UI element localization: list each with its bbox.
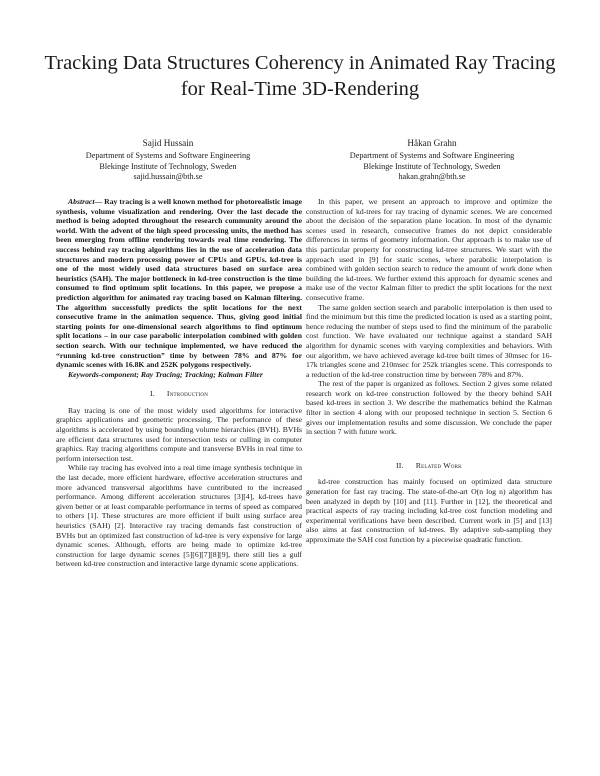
left-column <box>56 197 302 569</box>
intro-paragraph: Ray tracing is one of the most widely used algorithms for interactive graphics applications and geometric processing. The performance of these algorithms is accelerated by using bounding volume hierarchies (BVH). BVHs are efficient data structures used for intersection tests or culling in computer graphics. Ray tracing algorithms compute and transverse BVHs in real time to perform intersection test. <box>56 405 302 463</box>
section-number: I. <box>149 389 155 399</box>
author-block-2 <box>312 138 552 183</box>
body-paragraph: In this paper, we present an approach to improve and optimize the construction of kd-trees for ray tracing of dynamic scenes. We are concerned about the decision of the separation plane location. In most of the dynamic scenes used in research, consecutive frames do not depict considerable differences in terms of geometry information. Our approach is to make use of this particular property for constructing kd-tree structures. We start with the approach used in [9] for static scenes, where parabolic interpolation is combined with golden section search to reduce the amount of work done when building the kd-trees. We further extend this approach for dynamic scenes and make use of the vector Kalman filter to predict the split locations for the next consecutive frame. <box>306 197 552 302</box>
section-number: II. <box>396 460 404 470</box>
section-title: Introduction <box>166 389 209 399</box>
author-department: Department of Systems and Software Engineering <box>349 151 515 161</box>
author-block-1 <box>48 138 288 183</box>
body-paragraph: The rest of the paper is organized as follows. Section 2 gives some related research work on kd-tree construction followed by the theory behind SAH based kd-trees in section 3. We describe the mathematics behind the Kalman filter in section 4 along with our proposed technique in section 5. Section 6 gives our implementation results and some discussion. We conclude the paper in section 7 with future work. <box>306 379 552 437</box>
abstract <box>56 197 302 370</box>
author-name: Sajid Hussain <box>142 138 194 148</box>
abstract-lead: Abstract <box>68 197 95 206</box>
author-department: Department of Systems and Software Engineering <box>85 151 251 161</box>
section-heading <box>306 461 552 471</box>
right-column <box>306 197 552 545</box>
author-institute: Blekinge Institute of Technology, Sweden <box>99 161 237 171</box>
author-name: Håkan Grahn <box>407 138 457 148</box>
keywords: Keywords-component; Ray Tracing; Tracking; Kalman Filter <box>68 369 263 379</box>
author-email: sajid.hussain@bth.se <box>133 172 203 182</box>
body-paragraph: The same golden section search and parabolic interpolation is then used to find the minimum but this time the predicted location is used as a starting point, hence reducing the number of steps used to find the minimum of the parabolic cost function. We have evaluated our technique against a standard SAH algorithm for dynamic scenes with varying complexities and behaviors. With our algorithm, we have achieved average kd-tree built times of 30msec for 16-17k triangles scene and 210msec for 252k triangles scene. This corresponds to a reduction of the kd-tree construction time by between 78% and 87%. <box>306 302 552 379</box>
section-heading <box>56 389 302 399</box>
related-paragraph: kd-tree construction has mainly focused on optimized data structure generation for fast ray tracing. The state-of-the-art O(n log n) algorithm has been analyzed in depth by [10] and [11]. Further in [12], the theoretical and practical aspects of ray tracing including kd-tree cost function modeling and experimental verifications have been described. Current work in [5] and [13] also aims at fast construction of kd-trees. By adaptive sub-sampling they approximate the SAH cost function by a piecewise quadratic function. <box>306 477 552 544</box>
author-institute: Blekinge Institute of Technology, Sweden <box>363 161 501 171</box>
spacer <box>306 437 552 451</box>
author-email: hakan.grahn@bth.se <box>398 172 466 182</box>
intro-paragraph: While ray tracing has evolved into a real time image synthesis technique in the last decade, more efficient hardware, effective acceleration structures and more advanced transversal algorithms have contributed to the increased performance. Among different acceleration structures [3][4], kd-trees have given better or at least comparable performance in terms of speed as compared to others [1]. These structures are more efficient if built using surface area heuristics (SAH) [2]. Interactive ray tracing demands fast construction of BVHs but an optimized fast construction of kd-tree is very expensive for large dynamic scenes. Although, efforts are being made to optimize kd-tree construction for large dynamic scenes [5][6][7][8][9], there still lies a gulf between kd-tree construction and interactive large dynamic scene applications. <box>56 463 302 569</box>
section-title: Related Work <box>415 460 462 470</box>
abstract-text: — Ray tracing is a well known method for photorealistic image synthesis, volume visualization and rendering. Over the last decade the method is being adopted throughout the research community around the world. With the advent of the high speed processing units, the method has been emerging from offline rendering towards real time rendering. The success behind ray tracing algorithms lies in the use of acceleration data structures and modern processing power of CPUs and GPUs. kd-tree is one of the most widely used data structures based on surface area heuristics (SAH). The major bottleneck in kd-tree construction is the time consumed to find optimum split locations. In this paper, we propose a prediction algorithm for animated ray tracing based on Kalman filtering. The algorithm successfully predicts the split locations for the next consecutive frame in the animation sequence. Thus, giving good initial starting points for one-dimensional search algorithms to find optimum split locations – in our case parabolic interpolation combined with golden section search. With our technique implemented, we have reduced the “running kd-tree construction” time by between 78% and 87% for dynamic scenes with 16.8K and 252K polygons respectively. <box>56 197 302 370</box>
paper-title: Tracking Data Structures Coherency in Animated Ray Tracing for Real-Time 3D-Rendering <box>44 52 556 100</box>
